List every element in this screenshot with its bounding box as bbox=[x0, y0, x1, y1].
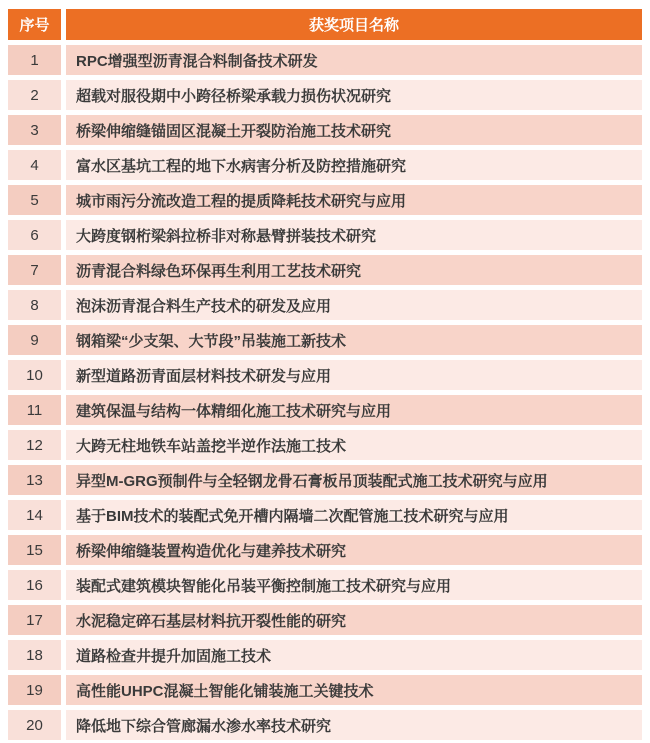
row-index: 8 bbox=[8, 290, 61, 320]
row-project-name: 桥梁伸缩缝装置构造优化与建养技术研究 bbox=[66, 535, 642, 565]
row-project-name: 富水区基坑工程的地下水病害分析及防控措施研究 bbox=[66, 150, 642, 180]
row-project-name: 超载对服役期中小跨径桥梁承载力损伤状况研究 bbox=[66, 80, 642, 110]
row-project-name: 城市雨污分流改造工程的提质降耗技术研究与应用 bbox=[66, 185, 642, 215]
table-row bbox=[8, 465, 642, 495]
row-index: 5 bbox=[8, 185, 61, 215]
row-index: 10 bbox=[8, 360, 61, 390]
table-row bbox=[8, 430, 642, 460]
row-index: 1 bbox=[8, 45, 61, 75]
row-index: 2 bbox=[8, 80, 61, 110]
table-row bbox=[8, 640, 642, 670]
row-project-name: 沥青混合料绿色环保再生利用工艺技术研究 bbox=[66, 255, 642, 285]
row-index: 3 bbox=[8, 115, 61, 145]
table-row bbox=[8, 500, 642, 530]
row-project-name: 泡沫沥青混合料生产技术的研发及应用 bbox=[66, 290, 642, 320]
award-projects-table bbox=[3, 4, 647, 743]
header-row bbox=[8, 9, 642, 40]
row-project-name: 装配式建筑模块智能化吊装平衡控制施工技术研究与应用 bbox=[66, 570, 642, 600]
table-row bbox=[8, 325, 642, 355]
table-row bbox=[8, 675, 642, 705]
row-index: 13 bbox=[8, 465, 61, 495]
table-row bbox=[8, 220, 642, 250]
row-index: 16 bbox=[8, 570, 61, 600]
row-project-name: 降低地下综合管廊漏水渗水率技术研究 bbox=[66, 710, 642, 740]
table-row bbox=[8, 45, 642, 75]
row-index: 17 bbox=[8, 605, 61, 635]
table-row bbox=[8, 290, 642, 320]
table-row bbox=[8, 185, 642, 215]
row-project-name: 道路检查井提升加固施工技术 bbox=[66, 640, 642, 670]
table-row bbox=[8, 605, 642, 635]
row-index: 11 bbox=[8, 395, 61, 425]
table-body bbox=[8, 45, 642, 740]
table-row bbox=[8, 360, 642, 390]
row-project-name: 大跨度钢桁梁斜拉桥非对称悬臂拼装技术研究 bbox=[66, 220, 642, 250]
row-project-name: 桥梁伸缩缝锚固区混凝土开裂防治施工技术研究 bbox=[66, 115, 642, 145]
row-index: 18 bbox=[8, 640, 61, 670]
header-cell-project-name: 获奖项目名称 bbox=[66, 9, 642, 40]
table-row bbox=[8, 395, 642, 425]
table-header bbox=[8, 9, 642, 40]
row-project-name: 异型M-GRG预制件与全轻钢龙骨石膏板吊顶装配式施工技术研究与应用 bbox=[66, 465, 642, 495]
row-project-name: 建筑保温与结构一体精细化施工技术研究与应用 bbox=[66, 395, 642, 425]
table-row bbox=[8, 570, 642, 600]
row-index: 15 bbox=[8, 535, 61, 565]
row-index: 7 bbox=[8, 255, 61, 285]
row-index: 14 bbox=[8, 500, 61, 530]
row-index: 9 bbox=[8, 325, 61, 355]
row-index: 6 bbox=[8, 220, 61, 250]
row-index: 4 bbox=[8, 150, 61, 180]
table-row bbox=[8, 535, 642, 565]
table-row bbox=[8, 710, 642, 740]
row-project-name: 大跨无柱地铁车站盖挖半逆作法施工技术 bbox=[66, 430, 642, 460]
table-row bbox=[8, 255, 642, 285]
row-project-name: RPC增强型沥青混合料制备技术研发 bbox=[66, 45, 642, 75]
row-project-name: 钢箱梁“少支架、大节段”吊装施工新技术 bbox=[66, 325, 642, 355]
row-project-name: 水泥稳定碎石基层材料抗开裂性能的研究 bbox=[66, 605, 642, 635]
row-index: 20 bbox=[8, 710, 61, 740]
row-project-name: 新型道路沥青面层材料技术研发与应用 bbox=[66, 360, 642, 390]
row-index: 12 bbox=[8, 430, 61, 460]
table-row bbox=[8, 80, 642, 110]
row-project-name: 基于BIM技术的装配式免开槽内隔墙二次配管施工技术研究与应用 bbox=[66, 500, 642, 530]
row-project-name: 高性能UHPC混凝土智能化铺装施工关键技术 bbox=[66, 675, 642, 705]
table-row bbox=[8, 115, 642, 145]
header-cell-index: 序号 bbox=[8, 9, 61, 40]
table-row bbox=[8, 150, 642, 180]
row-index: 19 bbox=[8, 675, 61, 705]
